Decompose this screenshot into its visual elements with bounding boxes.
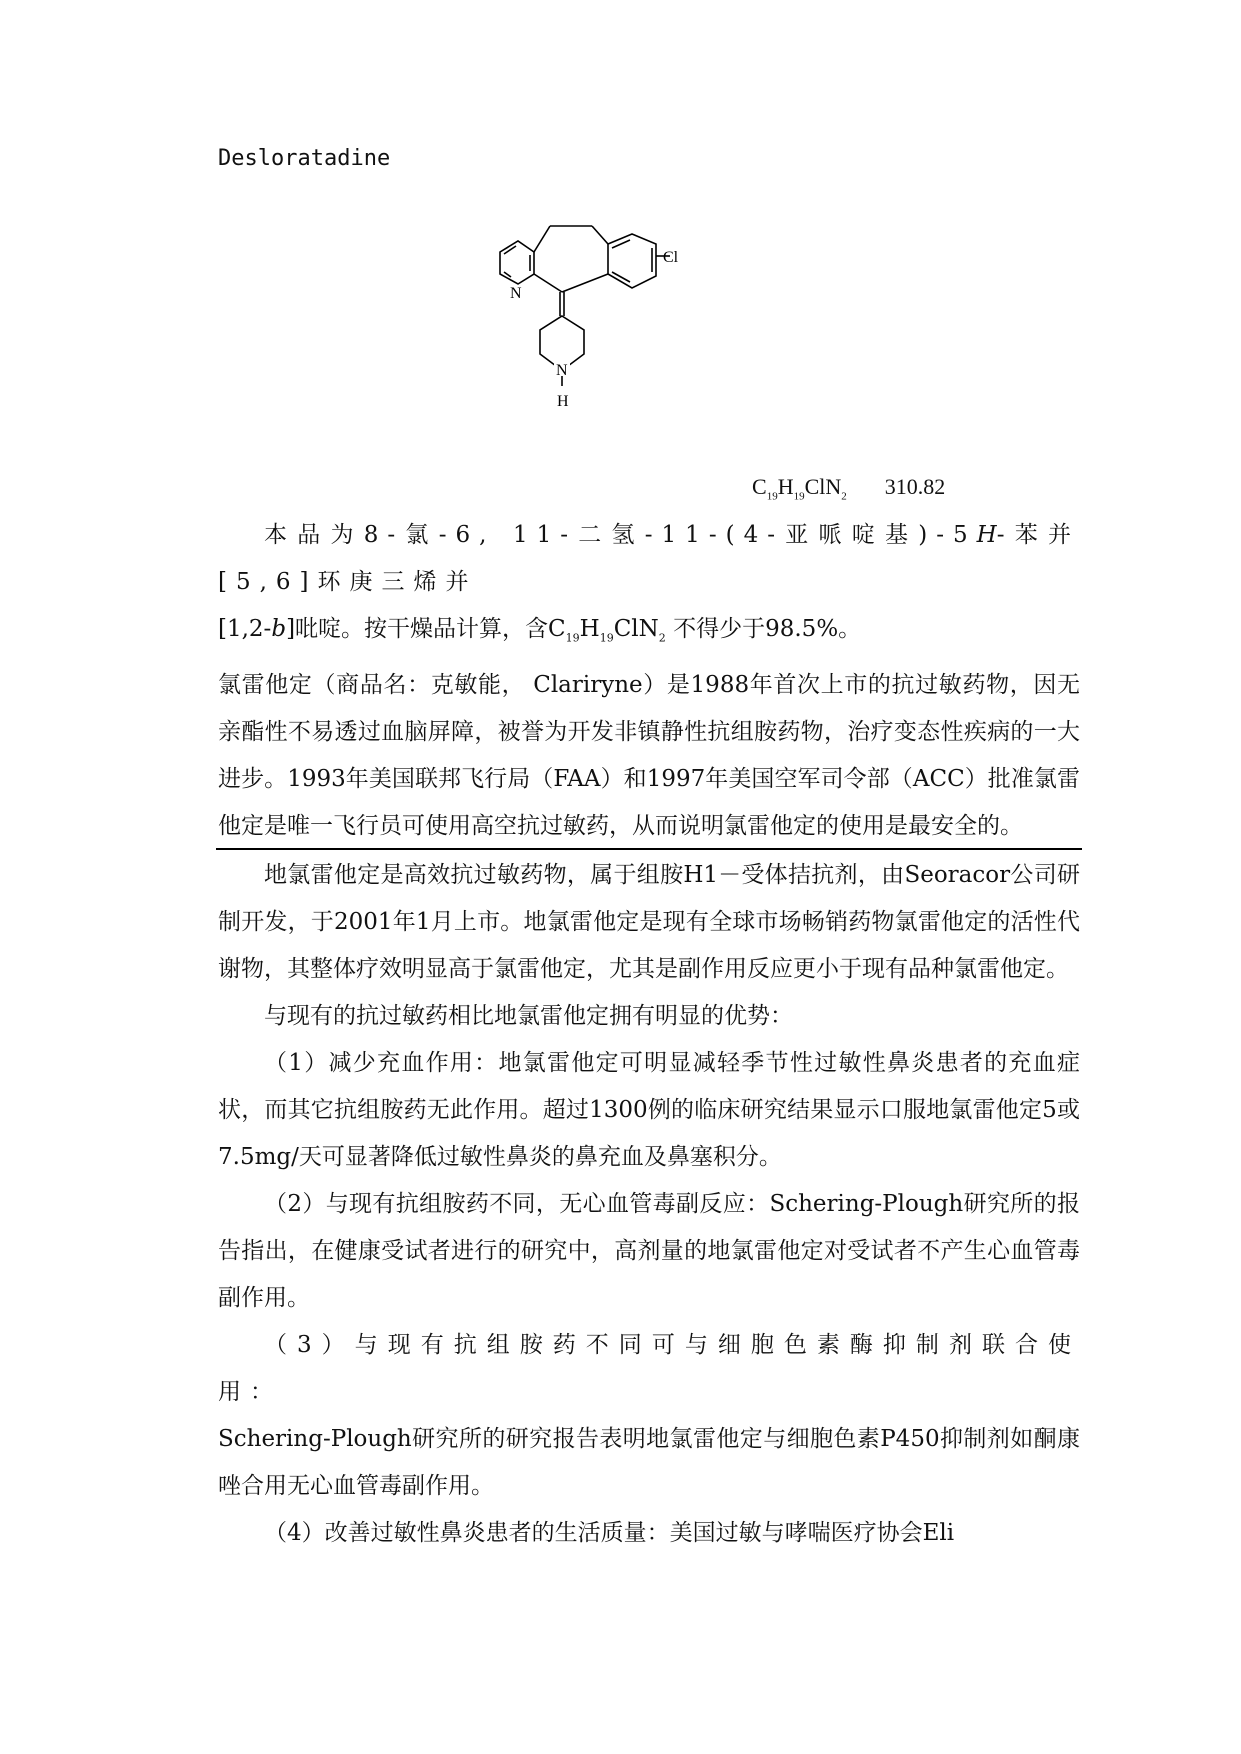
intro-section [218, 512, 1080, 850]
body-paragraph-3: （1）减少充血作用：地氯雷他定可明显减轻季节性过敏性鼻炎患者的充血症状，而其它抗组胺药无此作用。超过1300例的临床研究结果显示口服地氯雷他定5或7.5mg/天可显著降低过敏性鼻炎的鼻充血及鼻塞积分。 [218, 1050, 1080, 1170]
body-paragraph-5a: （3）与现有抗组胺药不同可与细胞色素酶抑制剂联合使用： [218, 1332, 1080, 1405]
molecular-weight: 310.82 [884, 474, 946, 499]
section-divider [216, 848, 1082, 850]
atom-n-piperidine-label: N [556, 362, 568, 379]
intro-paragraph-2: [1,2-b]吡啶。按干燥品计算，含$C_{19}H_{19}ClN_2$ 不得少于98.5%。 [218, 616, 862, 645]
compound-title: Desloratadine [218, 146, 391, 171]
body-paragraph-5b: Schering-Plough研究所的研究报告表明地氯雷他定与细胞色素P450抑制剂如酮康唑合用无心血管毒副作用。 [218, 1426, 1080, 1499]
intro-paragraph-1: 本品为8-氯-6, 11-二氢-11-(4-亚哌啶基)-5H-苯并[5,6]环庚三烯并 [218, 522, 1080, 595]
atom-n-pyridine-label: N [510, 285, 522, 302]
body-section [218, 852, 1080, 1557]
body-paragraph-2: 与现有的抗过敏药相比地氯雷他定拥有明显的优势： [264, 1003, 793, 1029]
atom-h-label: H [557, 393, 569, 410]
body-paragraph-6: （4）改善过敏性鼻炎患者的生活质量：美国过敏与哮喘医疗协会Eli [264, 1520, 955, 1546]
intro-paragraph-3: 氯雷他定（商品名：克敏能， Clariryne）是1988年首次上市的抗过敏药物，因无亲酯性不易透过血脑屏障，被誉为开发非镇静性抗组胺药物，治疗变态性疾病的一大进步。1993年美国联邦飞行局（FAA）和1997年美国空军司令部（ACC）批准氯雷他定是唯一飞行员可使用高空抗过敏药，从而说明氯雷他定的使用是最安全的。 [218, 671, 1080, 839]
atom-cl-label: Cl [663, 249, 679, 266]
body-paragraph-4: （2）与现有抗组胺药不同，无心血管毒副反应：Schering-Plough研究所的报告指出，在健康受试者进行的研究中，高剂量的地氯雷他定对受试者不产生心血管毒副作用。 [218, 1191, 1080, 1311]
body-paragraph-1: 地氯雷他定是高效抗过敏药物，属于组胺H1－受体拮抗剂，由Seoracor公司研制开发，于2001年1月上市。地氯雷他定是现有全球市场畅销药物氯雷他定的活性代谢物，其整体疗效明显高于氯雷他定，尤其是副作用反应更小于现有品种氯雷他定。 [218, 862, 1080, 982]
molecular-formula: $C_{19}H_{19}ClN_2$ 310.82 [752, 474, 946, 503]
chemical-structure-diagram [510, 236, 720, 416]
